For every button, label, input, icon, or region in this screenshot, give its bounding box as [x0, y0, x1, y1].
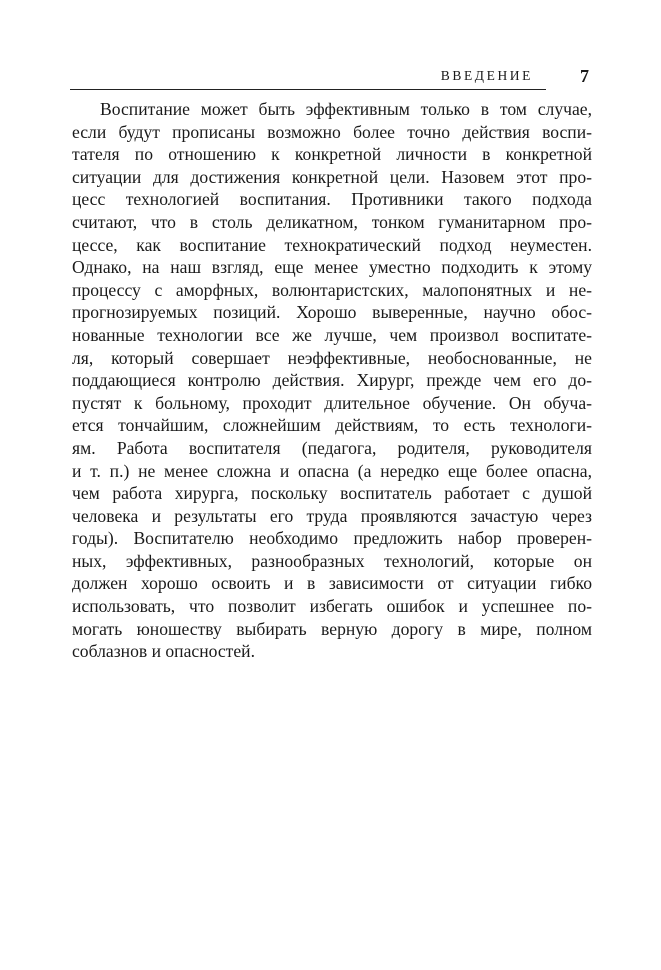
text-line: и т. п.) не менее сложна и опасна (а нередко еще более опасна, — [72, 460, 592, 481]
text-line: считают, что в столь деликатном, тонком гуманитарном про- — [72, 211, 592, 232]
text-line: пустят к больному, проходит длительное обучение. Он обуча- — [72, 392, 592, 413]
text-line: соблазнов и опасностей. — [72, 641, 255, 662]
page-number: 7 — [580, 66, 589, 86]
text-line: использовать, что позволит избегать ошибок и успешнее по- — [72, 596, 592, 617]
section-title: ВВЕДЕНИЕ — [440, 68, 533, 83]
text-line: должен хорошо освоить и в зависимости от ситуации гибко — [72, 573, 592, 594]
text-line: ля, который совершает неэффективные, необоснованные, не — [72, 347, 592, 368]
text-line: чем работа хирурга, поскольку воспитатель работает с душой — [72, 483, 592, 504]
body-paragraph — [72, 98, 592, 663]
text-line: ситуации для достижения конкретной цели. Назовем этот про- — [72, 166, 592, 187]
text-line: ных, эффективных, разнообразных технологий, которые он — [72, 550, 592, 571]
text-line: поддающиеся контролю действия. Хирург, прежде чем его до- — [72, 370, 592, 391]
text-line: Однако, на наш взгляд, еще менее уместно подходить к этому — [72, 257, 592, 278]
text-line: цессе, как воспитание технократический подход неуместен. — [72, 234, 592, 255]
text-line: могать юношеству выбирать верную дорогу в мире, полном — [72, 618, 592, 639]
text-line: нованные технологии все же лучше, чем произвол воспитате- — [72, 324, 592, 345]
text-line: годы). Воспитателю необходимо предложить набор проверен- — [72, 528, 592, 549]
text-line: цесс технологией воспитания. Противники такого подхода — [72, 189, 592, 210]
running-header — [70, 66, 595, 88]
text-line: прогнозируемых позиций. Хорошо выверенные, научно обос- — [72, 302, 592, 323]
text-line: ется тончайшим, сложнейшим действиям, то есть технологи- — [72, 415, 592, 436]
text-line: Воспитание может быть эффективным только в том случае, — [100, 99, 592, 119]
text-line: если будут прописаны возможно более точно действия воспи- — [72, 121, 592, 142]
header-rule — [70, 89, 546, 90]
text-line: тателя по отношению к конкретной личности в конкретной — [72, 144, 592, 165]
text-line: процессу с аморфных, волюнтаристских, малопонятных и не- — [72, 279, 592, 300]
text-line: человека и результаты его труда проявляются зачастую через — [72, 505, 592, 526]
text-line: ям. Работа воспитателя (педагога, родителя, руководителя — [72, 437, 592, 458]
